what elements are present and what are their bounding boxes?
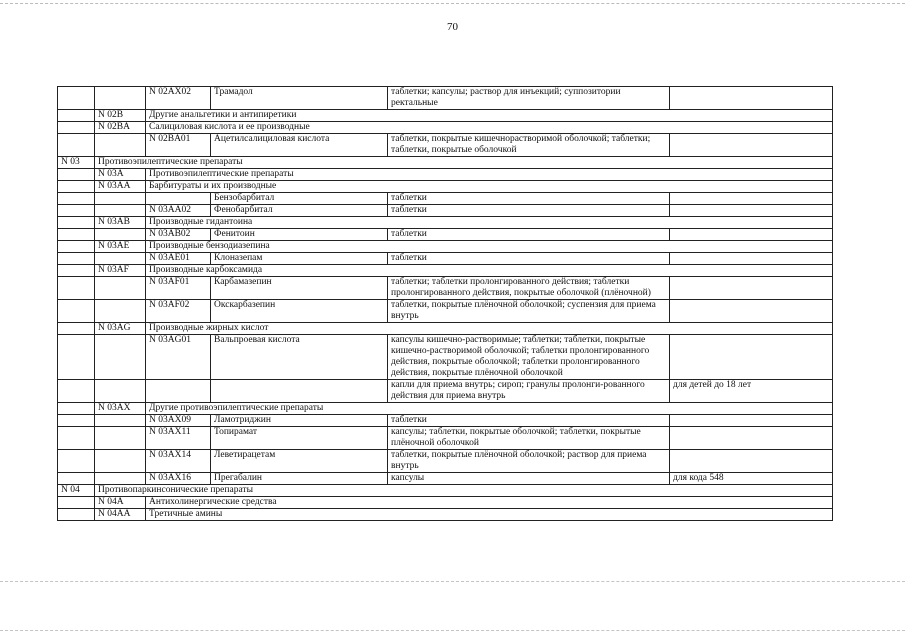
drug-note: [670, 193, 833, 205]
dosage-forms: таблетки: [388, 253, 670, 265]
group-row: [58, 241, 833, 253]
dosage-forms: таблетки: [388, 193, 670, 205]
drug-row: [58, 427, 833, 450]
atc-class-label: Противопаркинсонические препараты: [95, 485, 833, 497]
group-spacer-cell: [95, 205, 146, 217]
atc-group-label: Третичные амины: [146, 509, 833, 521]
drug-row: [58, 229, 833, 241]
drug-name: Вальпроевая кислота: [211, 335, 388, 380]
atc-drug-code: N 02AX02: [146, 87, 211, 110]
group-row: [58, 497, 833, 509]
drug-name: Карбамазепин: [211, 277, 388, 300]
group-row: [58, 181, 833, 193]
class-spacer-cell: [58, 415, 95, 427]
atc-drug-code: N 03AA02: [146, 205, 211, 217]
top-scan-border: [0, 3, 905, 4]
atc-group-label: Производные жирных кислот: [146, 323, 833, 335]
drug-row: [58, 277, 833, 300]
drug-row: [58, 205, 833, 217]
page-number: 70: [447, 21, 458, 33]
drug-row: [58, 380, 833, 403]
atc-drug-code: N 03AB02: [146, 229, 211, 241]
drug-name: Клоназепам: [211, 253, 388, 265]
atc-group-label: Другие противоэпилептические препараты: [146, 403, 833, 415]
drug-note: для детей до 18 лет: [670, 380, 833, 403]
class-spacer-cell: [58, 380, 95, 403]
atc-drug-code: N 03AX16: [146, 473, 211, 485]
dosage-forms: таблетки: [388, 415, 670, 427]
group-spacer-cell: [95, 134, 146, 157]
atc-group-code: N 03AA: [95, 181, 146, 193]
atc-class-label: Противоэпилептические препараты: [95, 157, 833, 169]
atc-group-label: Барбитураты и их производные: [146, 181, 833, 193]
atc-class-code: N 03: [58, 157, 95, 169]
drug-note: [670, 415, 833, 427]
class-spacer-cell: [58, 253, 95, 265]
atc-group-label: Антихолинергические средства: [146, 497, 833, 509]
drug-note: [670, 300, 833, 323]
drug-note: [670, 450, 833, 473]
class-spacer-cell: [58, 134, 95, 157]
group-spacer-cell: [95, 277, 146, 300]
class-spacer-cell: [58, 450, 95, 473]
group-spacer-cell: [95, 415, 146, 427]
class-spacer-cell: [58, 241, 95, 253]
drug-name: Леветирацетам: [211, 450, 388, 473]
group-spacer-cell: [95, 253, 146, 265]
dosage-forms: капли для приема внутрь; сироп; гранулы пролонги-рованного действия для приема внутрь: [388, 380, 670, 403]
class-spacer-cell: [58, 403, 95, 415]
atc-drug-code: N 03AE01: [146, 253, 211, 265]
class-spacer-cell: [58, 122, 95, 134]
drug-row: [58, 193, 833, 205]
dosage-forms: таблетки, покрытые плёночной оболочкой; суспензия для приема внутрь: [388, 300, 670, 323]
atc-group-label: Противоэпилептические препараты: [146, 169, 833, 181]
drug-note: [670, 335, 833, 380]
class-row: [58, 157, 833, 169]
dosage-forms: таблетки, покрытые кишечнорастворимой оболочкой; таблетки; таблетки, покрытые оболочкой: [388, 134, 670, 157]
atc-drug-code: N 03AG01: [146, 335, 211, 380]
group-spacer-cell: [95, 229, 146, 241]
drug-name: Ламотриджин: [211, 415, 388, 427]
atc-drug-code: N 02BA01: [146, 134, 211, 157]
class-spacer-cell: [58, 181, 95, 193]
group-row: [58, 217, 833, 229]
group-spacer-cell: [95, 87, 146, 110]
dosage-forms: капсулы; таблетки, покрытые оболочкой; таблетки, покрытые плёночной оболочкой: [388, 427, 670, 450]
atc-drug-code: N 03AX14: [146, 450, 211, 473]
atc-drug-code: N 03AX09: [146, 415, 211, 427]
group-row: [58, 323, 833, 335]
drug-name: Окскарбазепин: [211, 300, 388, 323]
drug-note: [670, 87, 833, 110]
group-spacer-cell: [95, 450, 146, 473]
group-spacer-cell: [95, 473, 146, 485]
drug-name: Ацетилсалициловая кислота: [211, 134, 388, 157]
class-spacer-cell: [58, 509, 95, 521]
drug-note: [670, 134, 833, 157]
drug-row: [58, 253, 833, 265]
class-spacer-cell: [58, 497, 95, 509]
atc-drug-code: N 03AF02: [146, 300, 211, 323]
drug-name: Трамадол: [211, 87, 388, 110]
dosage-forms: капсулы кишечно-растворимые; таблетки; таблетки, покрытые кишечно-растворимой оболочкой; таблетки пролонгированного действия, покрытые оболочкой; таблетки пролонгированного действия, покрытые плёночной оболочкой: [388, 335, 670, 380]
atc-group-code: N 02BA: [95, 122, 146, 134]
group-row: [58, 265, 833, 277]
atc-drug-code: N 03AX11: [146, 427, 211, 450]
drug-name: Прегабалин: [211, 473, 388, 485]
atc-drug-code: [146, 380, 211, 403]
group-row: [58, 169, 833, 181]
dosage-forms: капсулы: [388, 473, 670, 485]
class-spacer-cell: [58, 335, 95, 380]
class-spacer-cell: [58, 300, 95, 323]
group-row: [58, 403, 833, 415]
atc-group-code: N 03AX: [95, 403, 146, 415]
drug-list-body: [58, 87, 833, 521]
drug-name: Фенитоин: [211, 229, 388, 241]
group-spacer-cell: [95, 380, 146, 403]
atc-drug-code: N 03AF01: [146, 277, 211, 300]
drug-name: [211, 380, 388, 403]
group-spacer-cell: [95, 193, 146, 205]
class-spacer-cell: [58, 265, 95, 277]
atc-group-code: N 04A: [95, 497, 146, 509]
atc-group-label: Производные гидантоина: [146, 217, 833, 229]
atc-group-label: Салициловая кислота и ее производные: [146, 122, 833, 134]
class-spacer-cell: [58, 193, 95, 205]
drug-note: для кода 548: [670, 473, 833, 485]
atc-group-code: N 03AF: [95, 265, 146, 277]
dosage-forms: таблетки; таблетки пролонгированного действия; таблетки пролонгированного действия, покрытые оболочкой (плёночной): [388, 277, 670, 300]
atc-group-label: Производные бензодиазепина: [146, 241, 833, 253]
drug-row: [58, 415, 833, 427]
class-spacer-cell: [58, 277, 95, 300]
group-row: [58, 110, 833, 122]
drug-name: Топирамат: [211, 427, 388, 450]
atc-group-label: Производные карбоксамида: [146, 265, 833, 277]
drug-row: [58, 87, 833, 110]
atc-group-label: Другие анальгетики и антипиретики: [146, 110, 833, 122]
drug-row: [58, 134, 833, 157]
atc-group-code: N 03AE: [95, 241, 146, 253]
atc-group-code: N 03A: [95, 169, 146, 181]
drug-name: Фенобарбитал: [211, 205, 388, 217]
group-row: [58, 122, 833, 134]
atc-group-code: N 04AA: [95, 509, 146, 521]
drug-row: [58, 473, 833, 485]
atc-group-code: N 03AB: [95, 217, 146, 229]
class-spacer-cell: [58, 217, 95, 229]
class-spacer-cell: [58, 323, 95, 335]
atc-group-code: N 02B: [95, 110, 146, 122]
bottom-scan-edge: [0, 630, 905, 631]
bottom-scan-border: [0, 581, 905, 582]
drug-list-table: [57, 86, 833, 521]
drug-note: [670, 229, 833, 241]
group-spacer-cell: [95, 300, 146, 323]
drug-name: Бензобарбитал: [211, 193, 388, 205]
group-row: [58, 509, 833, 521]
dosage-forms: таблетки: [388, 229, 670, 241]
atc-class-code: N 04: [58, 485, 95, 497]
drug-row: [58, 335, 833, 380]
drug-row: [58, 450, 833, 473]
drug-row: [58, 300, 833, 323]
dosage-forms: таблетки; капсулы; раствор для инъекций; суппозитории ректальные: [388, 87, 670, 110]
atc-drug-code: [146, 193, 211, 205]
class-spacer-cell: [58, 110, 95, 122]
group-spacer-cell: [95, 335, 146, 380]
dosage-forms: таблетки: [388, 205, 670, 217]
group-spacer-cell: [95, 427, 146, 450]
class-spacer-cell: [58, 473, 95, 485]
dosage-forms: таблетки, покрытые плёночной оболочкой; раствор для приема внутрь: [388, 450, 670, 473]
drug-note: [670, 277, 833, 300]
drug-note: [670, 205, 833, 217]
class-spacer-cell: [58, 169, 95, 181]
class-row: [58, 485, 833, 497]
class-spacer-cell: [58, 205, 95, 217]
atc-group-code: N 03AG: [95, 323, 146, 335]
drug-note: [670, 253, 833, 265]
class-spacer-cell: [58, 427, 95, 450]
class-spacer-cell: [58, 229, 95, 241]
drug-note: [670, 427, 833, 450]
class-spacer-cell: [58, 87, 95, 110]
